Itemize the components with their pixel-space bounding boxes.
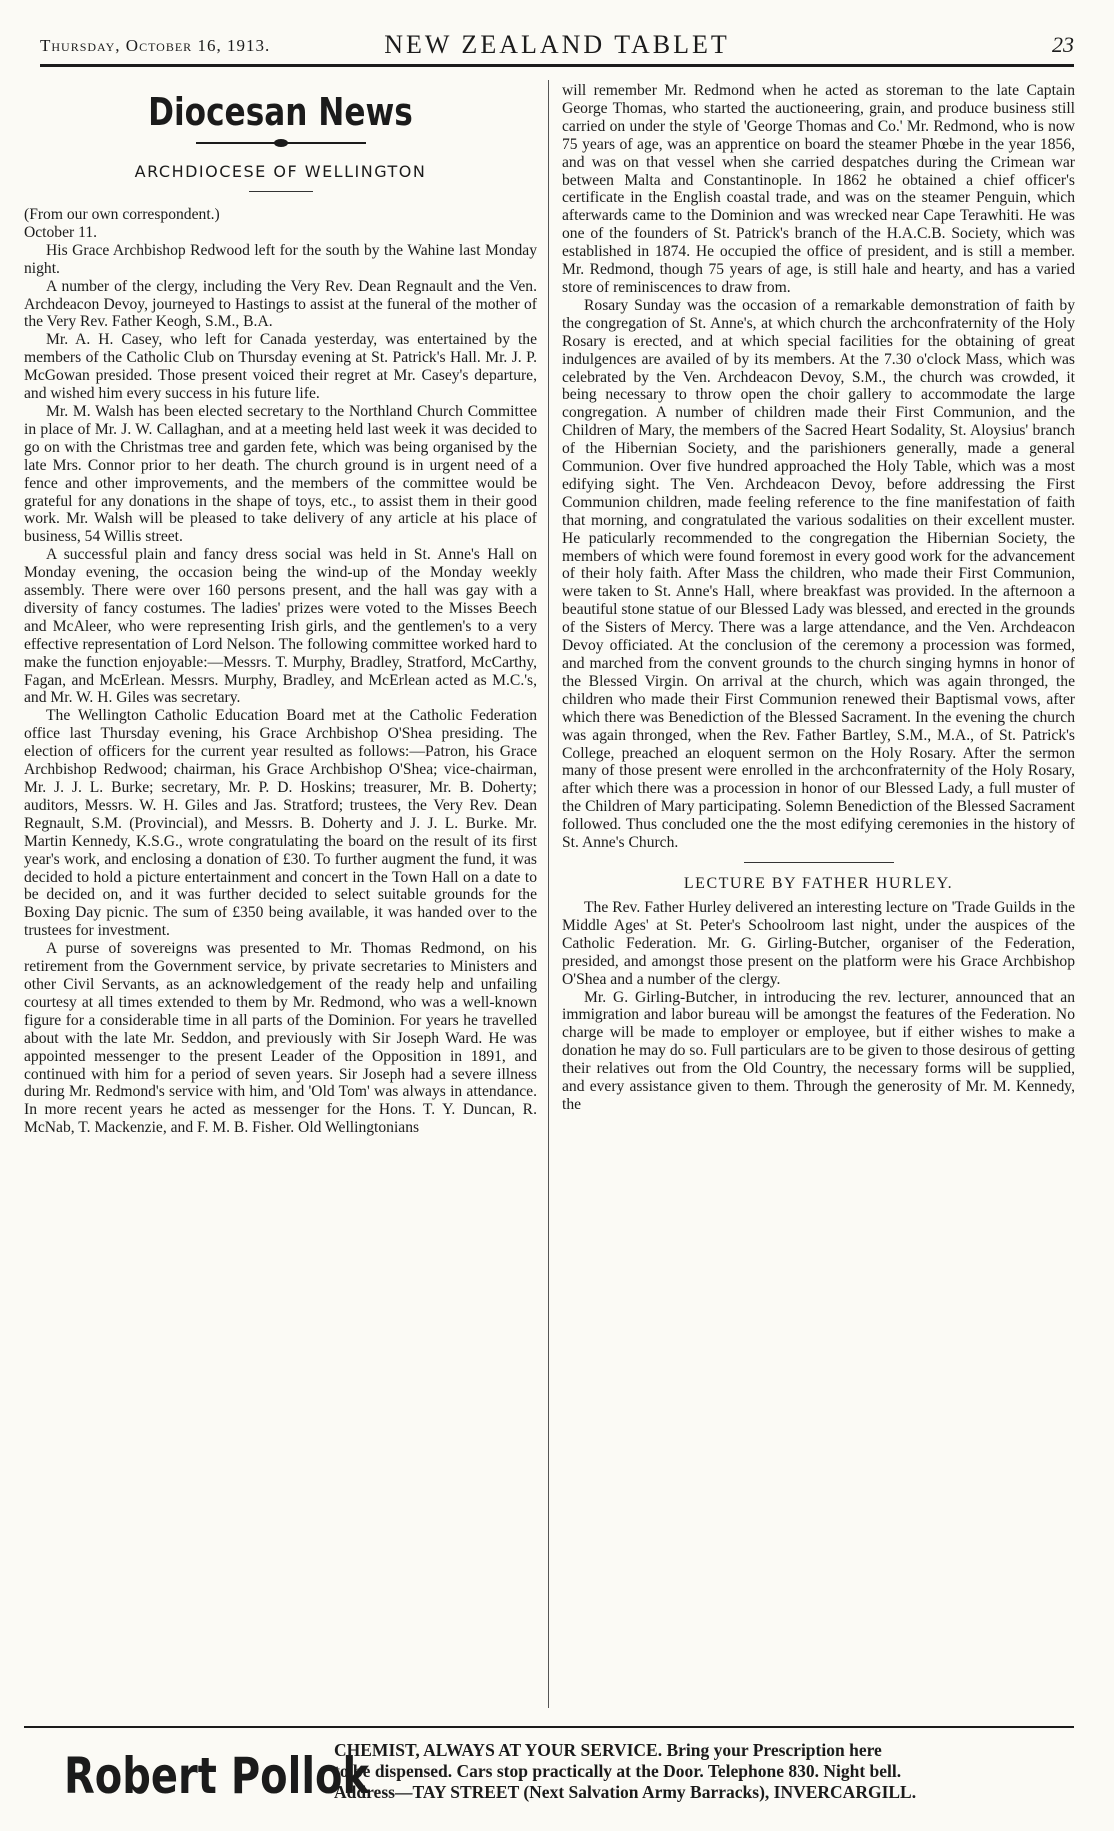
article-paragraph: The Wellington Catholic Education Board met at the Catholic Federation office last Thursday evening, his Grace Archbishop O'Shea presiding. The election of officers for the current year resulted as follows:—Patron, his Grace Archbishop Redwood; chairman, his Grace Archbishop O'Shea; vice-chairman, Mr. J. J. L. Burke; secretary, Mr. P. D. Hoskins; treasurer, Mr. B. Doherty; auditors, Messrs. W. H. Giles and Jas. Stratford; trustees, the Very Rev. Dean Regnault, S.M. (Provincial), and Messrs. B. Doherty and J. J. L. Burke. Mr. Martin Kennedy, K.S.G., wrote congratulating the board on the result of its first year's work, and enclosing a donation of £30. To further augment the fund, it was decided to hold a picture entertainment and concert in the Town Hall on a date to be decided on, and it was further decided to select suitable grounds for the Boxing Day picnic. The sum of £350 being available, it was handed over to the trustees for investment. (24, 707, 537, 940)
article-paragraph: will remember Mr. Redmond when he acted as storeman to the late Captain George Thomas, who started the auctioneering, grain, and produce business still carried on under the style of 'George Thomas and Co.' Mr. Redmond, who is now 75 years of age, was an apprentice on board the steamer Phœbe in the year 1856, and was on that vessel when she carried despatches during the Crimean war between Malta and Constantinople. In 1862 he obtained a chief officer's certificate in the English coastal trade, and was on the steamer Penguin, which afterwards came to the Dominion and was wrecked near Cape Terawhiti. He was one of the founders of St. Patrick's branch of the H.A.C.B. Society, which was established in 1874. He occupied the office of president, and is still a member. Mr. Redmond, though 75 years of age, is still hale and hearty, and has a varied store of reminiscences to draw from. (562, 82, 1075, 296)
article-paragraph: Rosary Sunday was the occasion of a remarkable demonstration of faith by the congregation of St. Anne's, at which church the archconfraternity of the Holy Rosary is erected, and at which special facilities for the obtaining of great indulgences are availed of by its members. At the 7.30 o'clock Mass, which was celebrated by the Ven. Archdeacon Devoy, S.M., the church was crowded, it being necessary to throw open the choir gallery to accommodate the large congregation. A number of children made their First Communion, and the Children of Mary, the members of the Sacred Heart Sodality, St. Aloysius' branch of the Hibernian Society, and the parishioners generally, made a general Communion. Over five hundred approached the Holy Table, which was a most edifying sight. The Ven. Archdeacon Devoy, before addressing the First Communion children, made feeling reference to the fine manifestation of faith that morning, and congratulated the various sodalities on their excellent muster. He paticularly recommended to the congregation the Hibernian Society, the members of which were found foremost in every good work for the advancement of their holy faith. After Mass the children, who made their First Communion, were taken to St. Anne's Hall, where breakfast was provided. In the afternoon a beautiful stone statue of our Blessed Lady was blessed, and erected in the grounds of the Sisters of Mercy. There was a large attendance, and the Ven. Archdeacon Devoy officiated. At the conclusion of the ceremony a procession was formed, and marched from the convent grounds to the church singing hymns in honor of the Blessed Virgin. On arrival at the church, which was again thronged, the children who made their First Communion renewed their Baptismal vows, after which there was Benediction of the Blessed Sacrament. In the evening the church was again thronged, when the Rev. Father Bartley, S.M., M.A., of St. Patrick's College, preached an eloquent sermon on the Holy Rosary. After the sermon many of those present were enrolled in the archconfraternity of the Holy Rosary, after which there was a procession in honor of our Blessed Lady, a full muster of the Children of Mary participating. Solemn Benediction of the Blessed Sacrament followed. Thus concluded one the the most edifying ceremonies in the history of St. Anne's Church. (562, 296, 1075, 852)
divider (249, 191, 313, 192)
article-paragraph: His Grace Archbishop Redwood left for the south by the Wahine last Monday night. (24, 241, 537, 277)
publication-title: NEW ZEALAND TABLET (384, 30, 730, 59)
correspondent-credit: (From our own correspondent.) (24, 206, 220, 223)
article-paragraph: Mr. G. Girling-Butcher, in introducing the rev. lecturer, announced that an immigration and labor bureau will be amongst the features of the Federation. No charge will be made to employer or employee, but if either wishes to make a donation he may do so. Full particulars are to be given to those desirous of getting their relatives out from the Old Country, the necessary forms will be supplied, and every assistance given to them. Through the generosity of Mr. M. Kennedy, the (562, 988, 1075, 1113)
masthead (40, 30, 1074, 67)
section-title: Diocesan News (148, 90, 413, 134)
ornamental-rule (196, 142, 366, 144)
lecture-heading: LECTURE BY FATHER HURLEY. (683, 874, 954, 892)
section-subtitle: ARCHDIOCESE OF WELLINGTON (134, 162, 427, 181)
advertisement (24, 1726, 1074, 1828)
page-number: 23 (1052, 32, 1074, 57)
article-paragraph: The Rev. Father Hurley delivered an interesting lecture on 'Trade Guilds in the Middle Ages' at St. Peter's Schoolroom last night, under the auspices of the Catholic Federation. Mr. G. Girling-Butcher, organiser of the Federation, presided, and amongst those present on the platform were his Grace Archbishop O'Shea and a number of the clergy. (562, 898, 1075, 988)
article-paragraph: A successful plain and fancy dress social was held in St. Anne's Hall on Monday evening, the occasion being the wind-up of the Monday weekly assembly. There were over 160 persons present, and the hall was gay with a diversity of fancy costumes. The ladies' prizes were voted to the Misses Beech and McAleer, who were representing Irish girls, and the gentlemen's to a very effective representation of Lord Nelson. The following committee worked hard to make the function enjoyable:—Messrs. T. Murphy, Bradley, Stratford, McCarthy, Fagan, and McErlean. Messrs. Murphy, Bradley, and McErlean acted as M.C.'s, and Mr. W. H. Giles was secretary. (24, 546, 537, 707)
right-column (562, 82, 1075, 1722)
article-paragraph: A number of the clergy, including the Very Rev. Dean Regnault and the Ven. Archdeacon Devoy, journeyed to Hastings to assist at the funeral of the mother of the Very Rev. Father Keogh, S.M., B.A. (24, 277, 537, 331)
column-divider (548, 80, 549, 1708)
article-paragraph: A purse of sovereigns was presented to Mr. Thomas Redmond, on his retirement from the Government service, by private secretaries to Ministers and other Civil Servants, as an acknowledgement of the ready help and unfailing courtesy at all times extended to them by Mr. Redmond, who was a well-known figure for a considerable time in all parts of the Dominion. For years he travelled about with the late Mr. Seddon, and previously with Sir Joseph Ward. He was appointed messenger to the present Leader of the Opposition in 1891, and continued with him for a period of seven years. Sir Joseph had a severe illness during Mr. Redmond's service with him, and 'Old Tom' was always in attendance. In more recent years he acted as messenger for the Hons. T. Y. Duncan, R. McNab, T. Mackenzie, and F. M. B. Fisher. Old Wellingtonians (24, 940, 537, 1137)
issue-date: Thursday, October 16, 1913. (40, 36, 271, 55)
advertiser-name: Robert Pollok (64, 1747, 370, 1805)
article-paragraph: Mr. A. H. Casey, who left for Canada yesterday, was entertained by the members of the Catholic Club on Thursday evening at St. Patrick's Hall. Mr. J. P. McGowan presided. Those present voiced their regret at Mr. Casey's departure, and wished him every success in his future life. (24, 331, 537, 403)
advertisement-text (334, 1740, 1074, 1803)
dateline: October 11. (24, 223, 98, 241)
advert-line: to be dispensed. Cars stop practically at the Door. Telephone 830. Night bell. (334, 1761, 902, 1781)
article-paragraph: Mr. M. Walsh has been elected secretary to the Northland Church Committee in place of Mr. J. W. Callaghan, and at a meeting held last week it was decided to go on with the Christmas tree and garden fete, which was being organised by the late Mrs. Connor prior to her death. The church ground is in urgent need of a fence and other improvements, and the members of the committee would be grateful for any donations in the shape of toys, etc., to assist them in their good work. Mr. Walsh will be pleased to take delivery of any article at his place of business, 54 Willis street. (24, 402, 537, 546)
advert-line: CHEMIST, ALWAYS AT YOUR SERVICE. Bring your Prescription here (334, 1740, 882, 1760)
left-column (24, 82, 537, 1722)
advert-line: Address—TAY STREET (Next Salvation Army Barracks), INVERCARGILL. (334, 1782, 917, 1802)
divider (744, 862, 894, 863)
